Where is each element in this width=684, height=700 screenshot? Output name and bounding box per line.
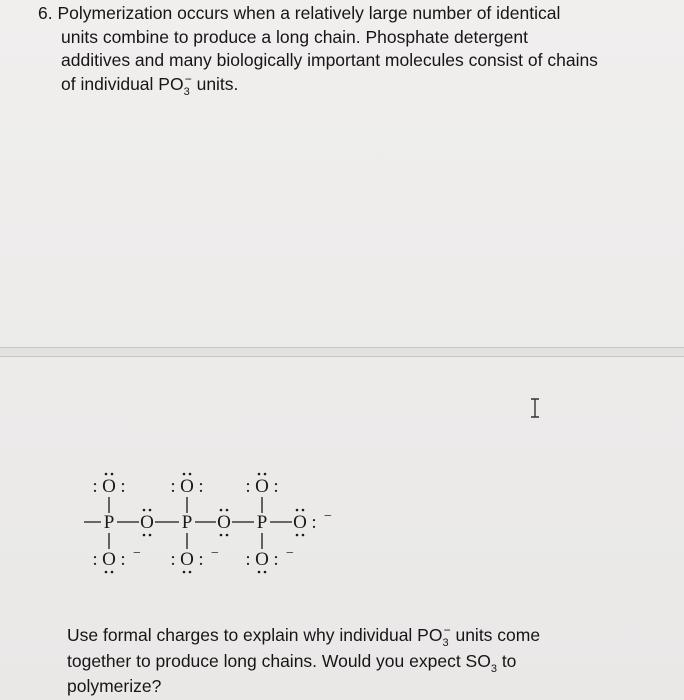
lone-pair: :: [170, 549, 176, 570]
lone-pair: [183, 473, 186, 476]
lone-pair: [189, 571, 192, 574]
oxygen-atom: O: [140, 512, 154, 533]
phosphorus-atom: P: [256, 512, 268, 533]
question-6: [38, 2, 658, 99]
question-number: 6.: [38, 3, 53, 23]
lone-pair: [183, 571, 186, 574]
lone-pair: :: [92, 476, 98, 497]
oxygen-atom: O: [180, 549, 194, 570]
lone-pair: [220, 534, 223, 537]
oxygen-atom: O: [102, 549, 116, 570]
oxygen-atom: O: [293, 512, 307, 533]
lone-pair: [296, 534, 299, 537]
lone-pair: :: [120, 549, 126, 570]
question-line-4: of individual $PO_3^-$ units.: [61, 71, 239, 98]
oxygen-atom: O: [180, 476, 194, 497]
text-cursor-icon: [529, 398, 541, 418]
lone-pair: :: [311, 512, 317, 533]
subscript: 3: [183, 85, 190, 98]
lone-pair: [143, 509, 146, 512]
question-line-1: 6. Polymerization occurs when a relatively large number of identical: [38, 3, 561, 23]
formal-charge: −: [286, 546, 294, 561]
superscript: −: [443, 623, 451, 637]
phosphorus-atom: P: [103, 512, 115, 533]
lone-pair: [258, 473, 261, 476]
oxygen-atom: O: [255, 549, 269, 570]
subscript: 3: [490, 662, 497, 675]
lone-pair: [189, 473, 192, 476]
lone-pair: [111, 473, 114, 476]
lone-pair: :: [273, 476, 279, 497]
lone-pair: [143, 534, 146, 537]
lone-pair: :: [170, 476, 176, 497]
lone-pair: [111, 571, 114, 574]
question-line-3: additives and many biologically important molecules consist of chains: [61, 50, 598, 70]
prompt-line-1: Use formal charges to explain why individual $PO_3^-$ units come: [67, 623, 541, 649]
lone-pair: [105, 473, 108, 476]
lone-pair: [105, 571, 108, 574]
lone-pair: [258, 571, 261, 574]
lone-pair: [226, 509, 229, 512]
lone-pair: [302, 534, 305, 537]
prompt-line-2: together to produce long chains. Would you expect $SO_3$ to: [67, 650, 517, 675]
prompt-text: [67, 624, 667, 698]
question-line-2: units combine to produce a long chain. Phosphate detergent: [61, 26, 528, 47]
lone-pair: :: [198, 476, 204, 497]
lone-pair: [264, 571, 267, 574]
lone-pair: :: [245, 476, 251, 497]
prompt-line-3: polymerize?: [67, 676, 162, 696]
formal-charge: −: [324, 509, 332, 524]
formal-charge: −: [211, 546, 219, 561]
lone-pair: [226, 534, 229, 537]
lone-pair: [149, 509, 152, 512]
polyphosphate-lewis-structure: [82, 462, 352, 582]
lone-pair: :: [92, 549, 98, 570]
lone-pair: :: [273, 549, 279, 570]
formal-charge: −: [133, 546, 141, 561]
lone-pair: :: [120, 476, 126, 497]
oxygen-atom: O: [255, 476, 269, 497]
page-divider: [0, 347, 684, 357]
lone-pair: [220, 509, 223, 512]
lone-pair: [264, 473, 267, 476]
oxygen-atom: O: [217, 512, 231, 533]
lone-pair: [149, 534, 152, 537]
lone-pair: [302, 509, 305, 512]
lone-pair: [296, 509, 299, 512]
superscript: −: [184, 71, 192, 86]
phosphorus-atom: P: [181, 512, 193, 533]
subscript: 3: [442, 637, 449, 649]
lone-pair: :: [198, 549, 204, 570]
oxygen-atom: O: [102, 476, 116, 497]
lone-pair: :: [245, 549, 251, 570]
